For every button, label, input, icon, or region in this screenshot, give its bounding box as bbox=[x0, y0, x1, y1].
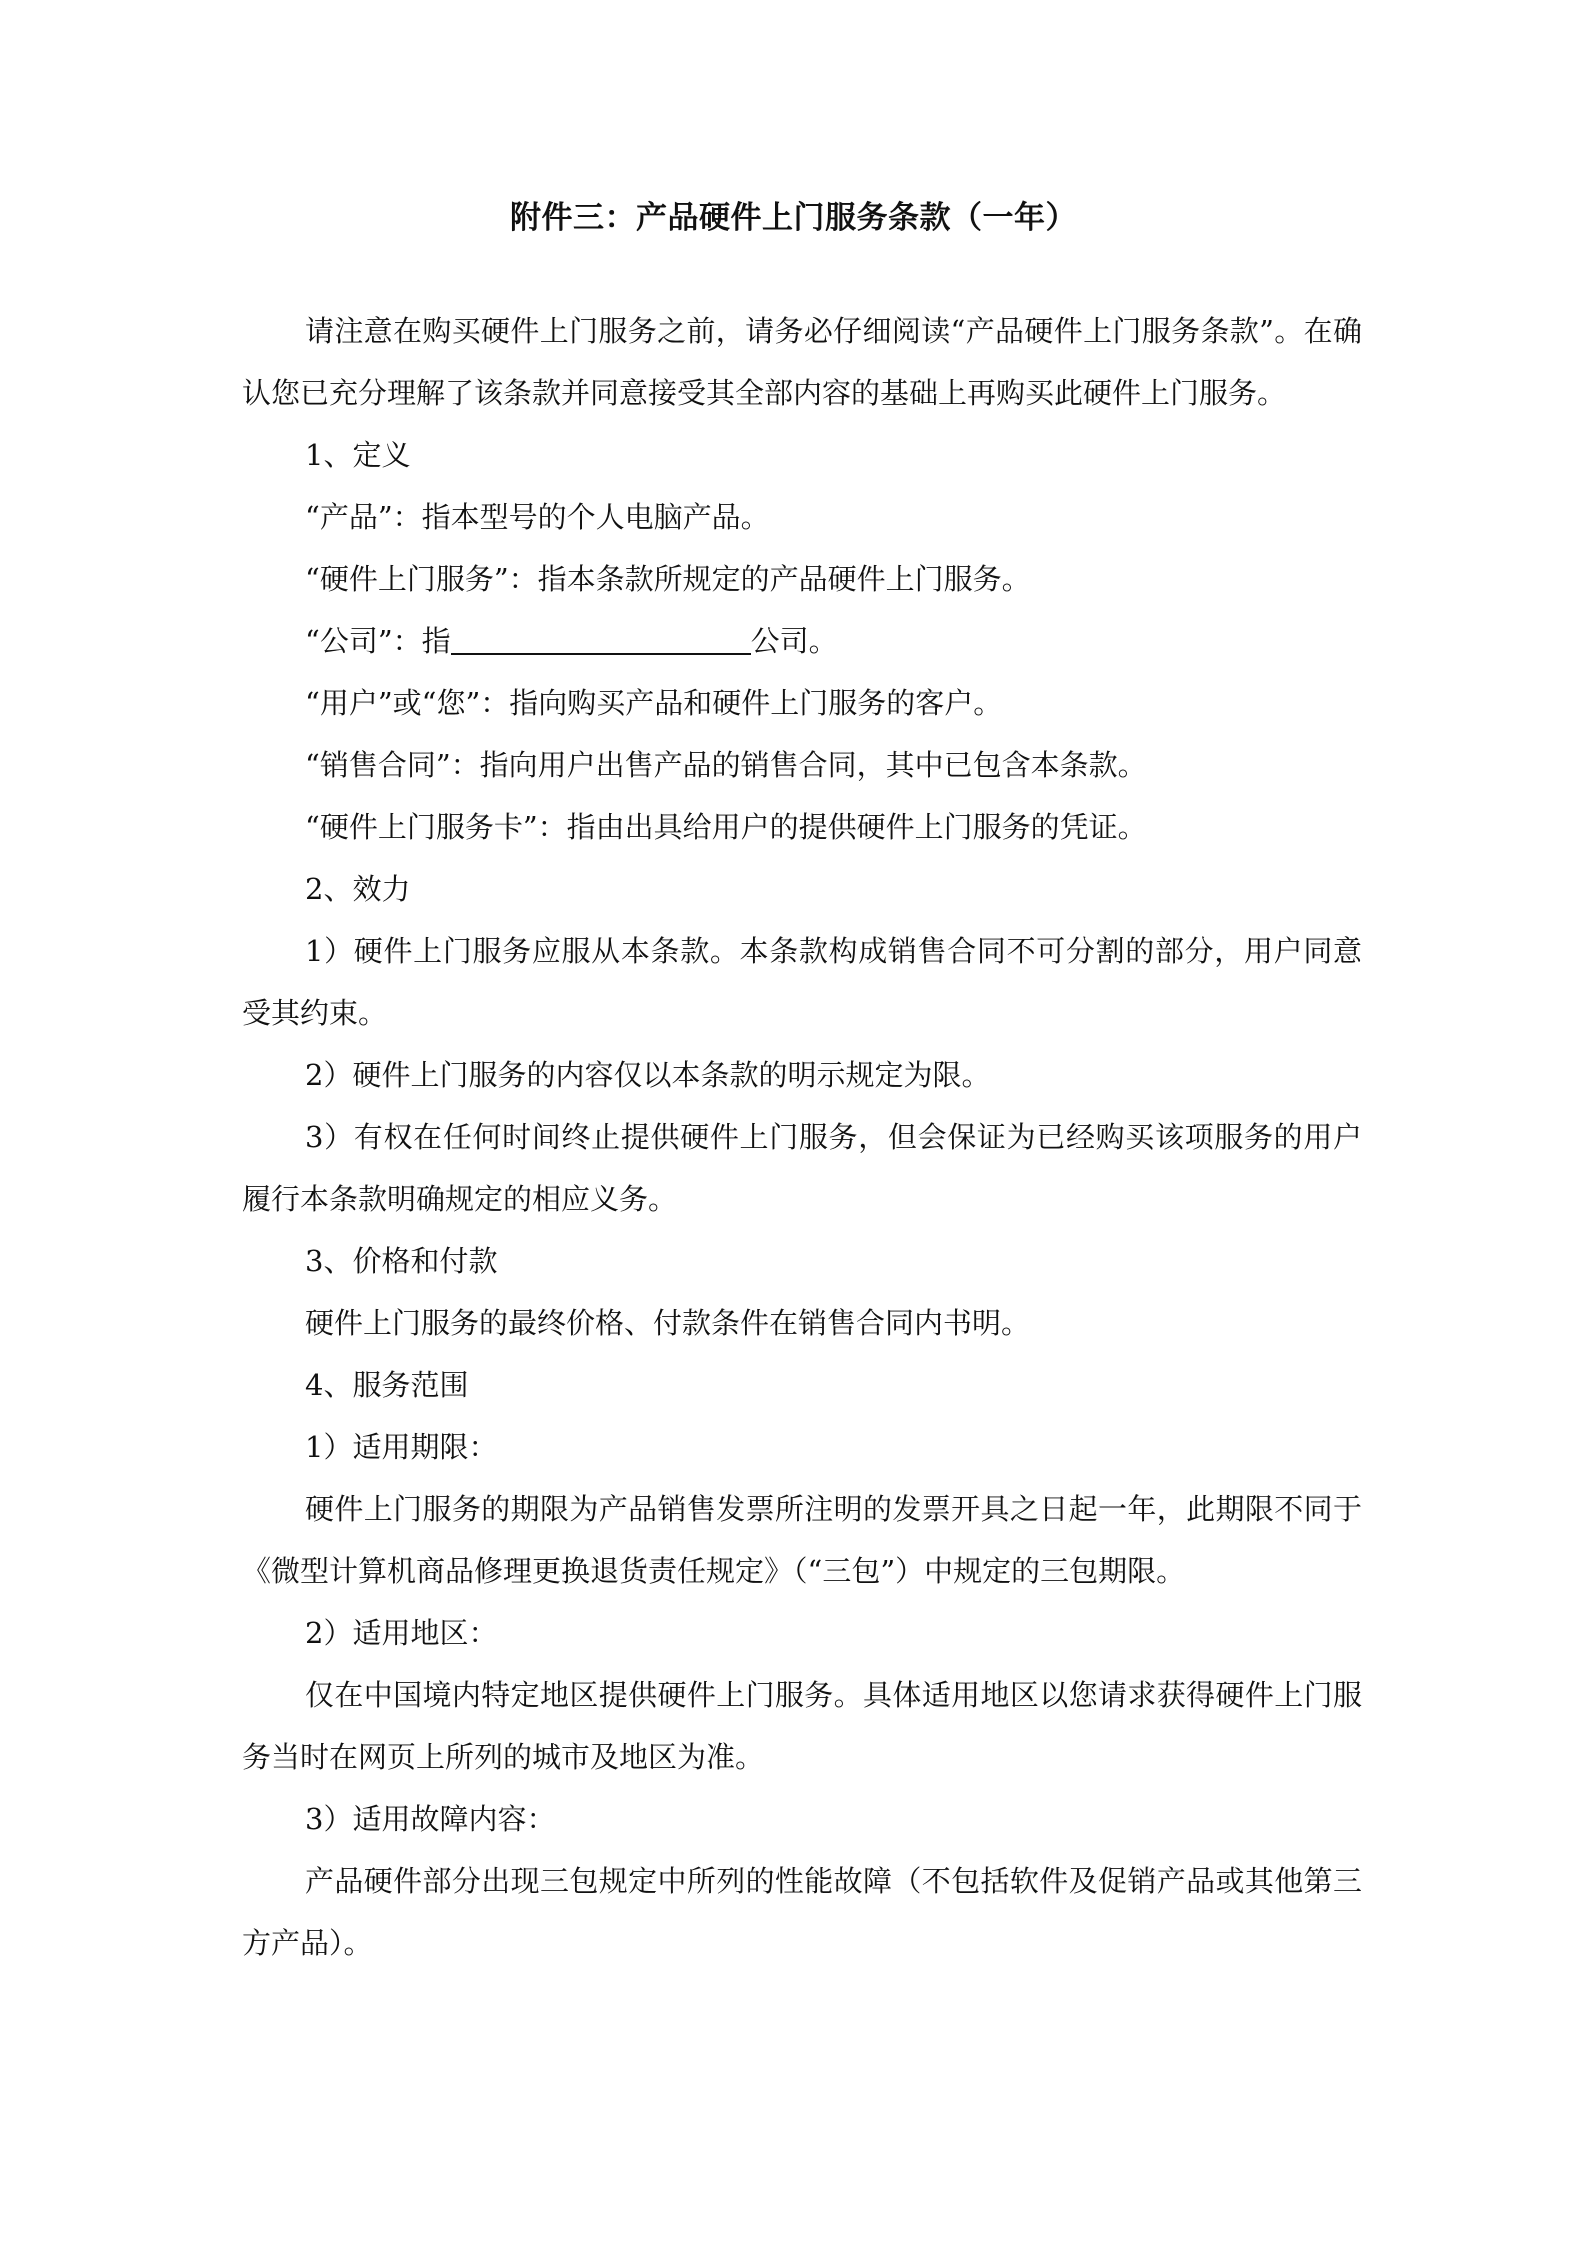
section-heading-price: 3、价格和付款 bbox=[305, 1244, 498, 1278]
price-clause: 硬件上门服务的最终价格、付款条件在销售合同内书明。 bbox=[305, 1306, 1031, 1340]
definition-contract: “销售合同”：指向用户出售产品的销售合同，其中已包含本条款。 bbox=[305, 748, 1147, 782]
section-heading-scope: 4、服务范围 bbox=[305, 1368, 469, 1402]
definition-user: “用户”或“您”：指向购买产品和硬件上门服务的客户。 bbox=[305, 686, 1003, 720]
scope-subheading-region: 2）适用地区： bbox=[305, 1616, 498, 1650]
scope-subheading-period: 1）适用期限： bbox=[305, 1430, 498, 1464]
document-title: 附件三：产品硬件上门服务条款（一年） bbox=[510, 200, 1077, 236]
document-body bbox=[242, 300, 1362, 1974]
scope-faults-text: 产品硬件部分出现三包规定中所列的性能故障（不包括软件及促销产品或其他第三方产品）。 bbox=[242, 1864, 1362, 1960]
effect-clause-3: 3）有权在任何时间终止提供硬件上门服务，但会保证为已经购买该项服务的用户履行本条款明确规定的相应义务。 bbox=[242, 1120, 1362, 1216]
definition-company bbox=[242, 610, 1362, 672]
scope-period-text: 硬件上门服务的期限为产品销售发票所注明的发票开具之日起一年，此期限不同于《微型计算机商品修理更换退货责任规定》（“三包”）中规定的三包期限。 bbox=[242, 1492, 1362, 1588]
scope-subheading-faults: 3）适用故障内容： bbox=[305, 1802, 556, 1836]
definition-company-suffix: 公司。 bbox=[750, 624, 838, 658]
definition-product: “产品”：指本型号的个人电脑产品。 bbox=[305, 500, 770, 534]
definition-service: “硬件上门服务”：指本条款所规定的产品硬件上门服务。 bbox=[305, 562, 1031, 596]
effect-clause-2: 2）硬件上门服务的内容仅以本条款的明示规定为限。 bbox=[305, 1058, 991, 1092]
scope-region-text: 仅在中国境内特定地区提供硬件上门服务。具体适用地区以您请求获得硬件上门服务当时在网页上所列的城市及地区为准。 bbox=[242, 1678, 1362, 1774]
company-name-blank bbox=[451, 623, 751, 655]
effect-clause-1: 1）硬件上门服务应服从本条款。本条款构成销售合同不可分割的部分，用户同意受其约束。 bbox=[242, 934, 1362, 1030]
definition-company-prefix: “公司”：指 bbox=[305, 624, 451, 658]
section-heading-definitions: 1、定义 bbox=[305, 438, 411, 472]
definition-service-card: “硬件上门服务卡”：指由出具给用户的提供硬件上门服务的凭证。 bbox=[305, 810, 1147, 844]
section-heading-effect: 2、效力 bbox=[305, 872, 411, 906]
intro-paragraph: 请注意在购买硬件上门服务之前，请务必仔细阅读“产品硬件上门服务条款”。在确认您已充分理解了该条款并同意接受其全部内容的基础上再购买此硬件上门服务。 bbox=[242, 314, 1362, 410]
